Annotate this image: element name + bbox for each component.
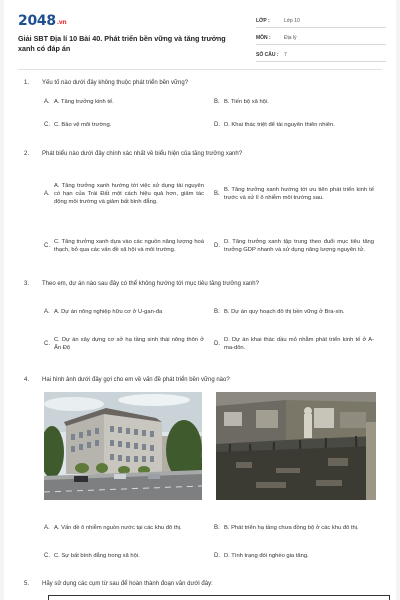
slum-housing-photo	[216, 392, 376, 500]
question-2: 2. Phát biểu nào dưới đây chính xác nhất về biểu hiện của tăng trưởng xanh?	[24, 151, 243, 157]
option-a[interactable]: A. A. Tăng trưởng kinh tế.	[44, 99, 114, 106]
question-1: 1. Yếu tố nào dưới đây không thuộc phát triển bền vững?	[24, 80, 189, 86]
question-4: 4. Hai hình ảnh dưới đây gợi cho em về vấn đề phát triển bền vững nào?	[24, 377, 230, 383]
option-a[interactable]: A. A. Dự án nông nghiệp hữu cơ ở U-gan-đa	[44, 308, 163, 315]
question-text: Hãy sử dụng các cụm từ sau để hoàn thành đoạn văn dưới đây:	[42, 581, 213, 587]
meta-class: LỚP : Lớp 10	[256, 14, 386, 28]
question-text: Hai hình ảnh dưới đây gợi cho em về vấn đề phát triển bền vững nào?	[42, 377, 230, 383]
option-d[interactable]: D. D. Tăng trưởng xanh tập trung theo đuổi mục tiêu tăng trưởng GDP nhanh và sử dụng năng lượng nguyên tử.	[214, 238, 374, 253]
document-page	[4, 0, 396, 600]
option-c[interactable]: C. C. Sự bất bình đẳng trong xã hội.	[44, 552, 140, 559]
option-c[interactable]: C. C. Bảo vệ môi trường.	[44, 122, 112, 129]
header-divider	[18, 69, 382, 70]
option-a[interactable]: A. A. Tăng trưởng xanh hướng tới việc sử dụng tài nguyên có hạn của Trái Đất một cách hiệu quả hơn, giảm tác động môi trường và giảm bất bình đẳng.	[44, 182, 204, 206]
document-meta	[256, 14, 386, 62]
option-d[interactable]: D. D. Tình trạng đói nghèo gia tăng.	[214, 552, 309, 559]
question-5: 5. Hãy sử dụng các cụm từ sau để hoàn thành đoạn văn dưới đây:	[24, 581, 213, 587]
site-logo[interactable]: 2048.vn	[18, 13, 67, 29]
meta-question-count: SỐ CÂU : 7	[256, 48, 386, 62]
urban-development-photo	[44, 392, 202, 500]
option-b[interactable]: B. B. Phát triển hạ tầng chưa đồng bộ ở các khu đô thị.	[214, 524, 359, 531]
option-b[interactable]: B. B. Tăng trưởng xanh hướng tới ưu tiên phát triển kinh tế trước và xử lí ô nhiễm môi trường sau.	[214, 186, 374, 201]
option-b[interactable]: B. B. Tiến bộ xã hội.	[214, 99, 269, 106]
question-3: 3. Theo em, dự án nào sau đây có thể không hướng tới mục tiêu tăng trưởng xanh?	[24, 281, 259, 287]
option-d[interactable]: D. D. Dự án khai thác dầu mỏ nhằm phát triển kinh tế ở A-ma-dôn.	[214, 336, 374, 351]
option-c[interactable]: C. C. Tăng trưởng xanh dựa vào các nguồn năng lượng hoá thạch, bỏ qua các vấn đề xã hội và môi trường.	[44, 238, 204, 253]
meta-subject: MÔN : Địa lý	[256, 31, 386, 45]
document-title: Giải SBT Địa lí 10 Bài 40. Phát triển bền vững và tăng trưởng xanh có đáp án	[18, 34, 226, 53]
option-a[interactable]: A. A. Vấn đề ô nhiễm nguồn nước tại các khu đô thị.	[44, 524, 182, 531]
question-text: Yếu tố nào dưới đây không thuộc phát triển bền vững?	[42, 80, 189, 86]
question-text: Theo em, dự án nào sau đây có thể không hướng tới mục tiêu tăng trưởng xanh?	[42, 281, 259, 287]
question-text: Phát biểu nào dưới đây chính xác nhất về biểu hiện của tăng trưởng xanh?	[42, 151, 243, 157]
word-bank-box	[48, 595, 390, 600]
option-c[interactable]: C. C. Dự án xây dựng cơ sở hạ tầng sinh thái nông thôn ở Ấn Độ	[44, 336, 204, 351]
option-b[interactable]: B. B. Dự án quy hoạch đô thị bền vững ở Bra-xin.	[214, 308, 345, 315]
option-d[interactable]: D. D. Khai thác triệt để tài nguyên thiên nhiên.	[214, 122, 335, 129]
